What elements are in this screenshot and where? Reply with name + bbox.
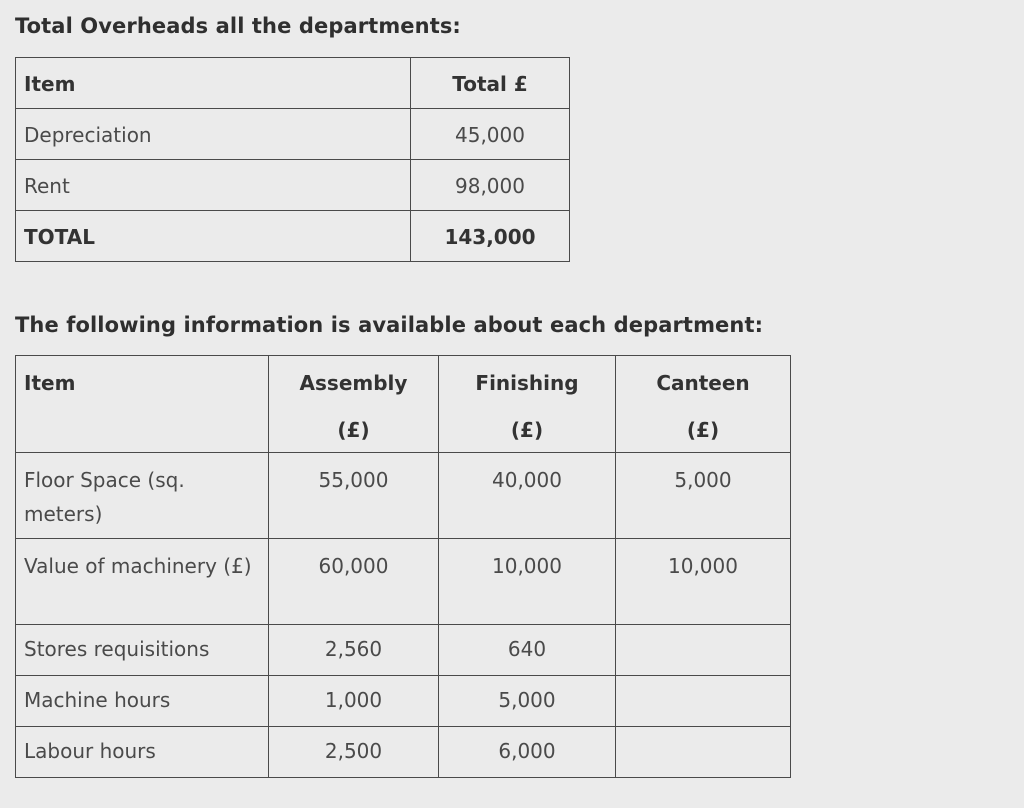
column-header-unit: (£) <box>686 418 720 442</box>
departments-heading: The following information is available about each department: <box>15 313 764 337</box>
assembly-value: 55,000 <box>269 453 439 539</box>
table-row <box>16 160 570 211</box>
finishing-value: 640 <box>439 625 616 676</box>
table-row <box>16 109 570 160</box>
canteen-value: 5,000 <box>616 453 791 539</box>
column-header-canteen <box>616 356 791 453</box>
total-row <box>16 211 570 262</box>
row-value: 98,000 <box>411 160 570 211</box>
row-label: TOTAL <box>16 211 411 262</box>
row-label: Stores requisitions <box>16 625 269 676</box>
table-header-row <box>16 356 791 453</box>
row-label: Value of machinery (£) <box>16 539 269 625</box>
row-label: Depreciation <box>16 109 411 160</box>
assembly-value: 1,000 <box>269 676 439 727</box>
row-label: Labour hours <box>16 727 269 778</box>
column-header-label: Finishing <box>475 371 579 395</box>
finishing-value: 6,000 <box>439 727 616 778</box>
table-row <box>16 625 791 676</box>
assembly-value: 2,560 <box>269 625 439 676</box>
row-label: Floor Space (sq. meters) <box>16 453 269 539</box>
table-row <box>16 676 791 727</box>
column-header-label: Canteen <box>656 371 750 395</box>
assembly-value: 60,000 <box>269 539 439 625</box>
canteen-value <box>616 676 791 727</box>
table-row <box>16 453 791 539</box>
column-header-finishing <box>439 356 616 453</box>
canteen-value: 10,000 <box>616 539 791 625</box>
overheads-heading: Total Overheads all the departments: <box>15 14 461 38</box>
assembly-value: 2,500 <box>269 727 439 778</box>
column-header-unit: (£) <box>510 418 544 442</box>
row-label: Machine hours <box>16 676 269 727</box>
table-row <box>16 727 791 778</box>
finishing-value: 5,000 <box>439 676 616 727</box>
column-header-label: Item <box>24 371 76 395</box>
row-label: Rent <box>16 160 411 211</box>
column-header-assembly <box>269 356 439 453</box>
overheads-table <box>15 57 570 262</box>
canteen-value <box>616 625 791 676</box>
row-value: 45,000 <box>411 109 570 160</box>
departments-table <box>15 355 791 778</box>
finishing-value: 40,000 <box>439 453 616 539</box>
finishing-value: 10,000 <box>439 539 616 625</box>
table-row <box>16 539 791 625</box>
column-header-label: Assembly <box>299 371 408 395</box>
row-value: 143,000 <box>411 211 570 262</box>
column-header-unit: (£) <box>337 418 370 442</box>
column-header-item: Item <box>16 58 411 109</box>
canteen-value <box>616 727 791 778</box>
table-header-row <box>16 58 570 109</box>
column-header-item <box>16 356 269 453</box>
column-header-total: Total £ <box>411 58 570 109</box>
